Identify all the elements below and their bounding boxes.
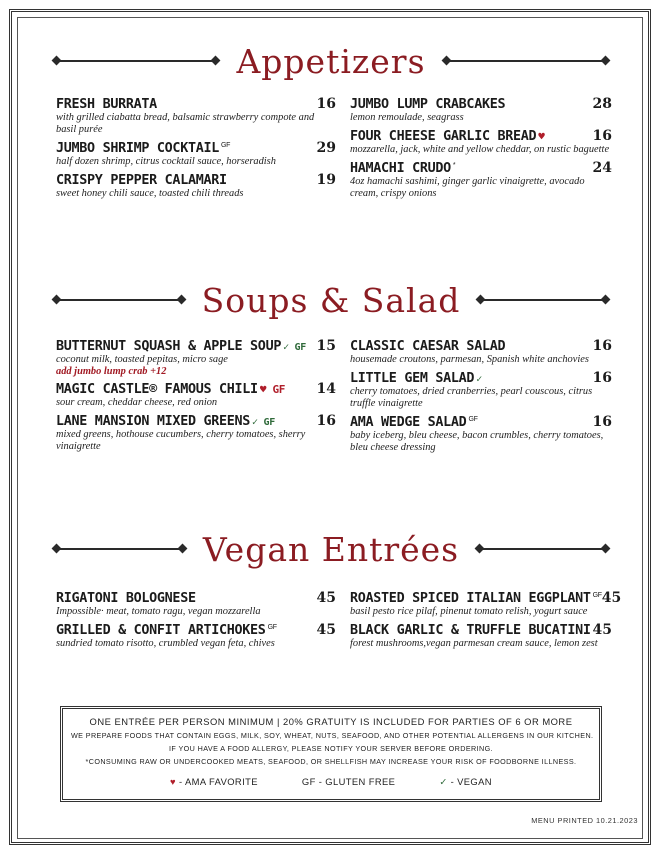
menu-column xyxy=(56,96,336,204)
menu-item-description: housemade croutons, parmesan, Spanish white anchovies xyxy=(350,354,589,365)
menu-item xyxy=(350,590,622,618)
ornament-rule-right xyxy=(446,60,606,62)
menu-item-price: 45 xyxy=(316,590,336,606)
menu-item-line xyxy=(56,172,336,188)
menu-item-name xyxy=(56,623,277,638)
menu-item-name xyxy=(350,339,505,354)
section-title: Appetizers xyxy=(236,41,426,81)
vegan-check-icon: ✓ xyxy=(439,776,448,787)
menu-item-line xyxy=(350,128,612,144)
menu-item-name xyxy=(350,129,545,144)
menu-item-price: 15 xyxy=(316,338,336,354)
menu-item-name-text: FOUR CHEESE GARLIC BREAD xyxy=(350,129,537,144)
menu-column xyxy=(56,590,336,654)
menu-item-name xyxy=(350,371,482,386)
legend-item xyxy=(439,776,492,788)
menu-item-description: basil pesto rice pilaf, pinenut tomato relish, yogurt sauce xyxy=(350,606,588,617)
menu-item xyxy=(56,172,336,200)
ornament-rule-right xyxy=(480,299,606,301)
menu-item-line xyxy=(350,370,612,386)
menu-item-line xyxy=(56,413,336,429)
menu-item-name-text: HAMACHI CRUDO xyxy=(350,161,451,176)
section-title: Vegan Entrées xyxy=(202,529,460,569)
menu-item-line xyxy=(56,381,336,397)
menu-item xyxy=(56,413,336,453)
menu-column xyxy=(350,96,612,204)
legend-item xyxy=(170,776,258,788)
menu-item-price: 16 xyxy=(592,338,612,354)
menu-item-line xyxy=(56,590,336,606)
menu-item-name xyxy=(56,141,230,156)
menu-item-price: 16 xyxy=(316,96,336,112)
menu-item-name xyxy=(56,414,275,429)
ornament-rule-left xyxy=(56,548,183,550)
ornament-rule-right xyxy=(479,548,606,550)
raw-food-warning: *CONSUMING RAW OR UNDERCOOKED MEATS, SEAFOOD, OR SHELLFISH MAY INCREASE YOUR RISK OF FOODBORNE ILLNESS. xyxy=(85,757,577,766)
legend-item xyxy=(302,776,395,788)
dietary-marks: GF xyxy=(468,415,478,423)
legend-label: - AMA FAVORITE xyxy=(179,776,258,787)
heart-icon: ♥ xyxy=(538,130,545,143)
section-title: Soups & Salad xyxy=(201,280,461,320)
menu-item-description: mixed greens, hothouse cucumbers, cherry tomatoes, sherry vinaigrette xyxy=(56,429,306,452)
menu-item-name xyxy=(56,591,196,606)
menu-item-addon: add jumbo lump crab +12 xyxy=(56,366,167,377)
menu-item xyxy=(350,622,612,650)
menu-item-description: baby iceberg, bleu cheese, bacon crumbles, cherry tomatoes, bleu cheese dressing xyxy=(350,430,604,453)
menu-item-name xyxy=(56,339,306,354)
menu-item-price: 45 xyxy=(601,590,622,606)
menu-item-description: with grilled ciabatta bread, balsamic strawberry compote and basil purée xyxy=(56,112,315,135)
menu-item-name-text: BLACK GARLIC & TRUFFLE BUCATINI xyxy=(350,623,591,638)
menu-item-description: sweet honey chili sauce, toasted chili threads xyxy=(56,188,244,199)
menu-item-price: 45 xyxy=(592,622,612,638)
menu-item-description: sundried tomato risotto, crumbled vegan feta, chives xyxy=(56,638,275,649)
menu-item xyxy=(56,96,336,136)
menu-item-line xyxy=(350,96,612,112)
menu-item-price: 19 xyxy=(316,172,336,188)
menu-item-line xyxy=(350,338,612,354)
menu-item xyxy=(350,160,612,200)
menu-item-name-text: JUMBO SHRIMP COCKTAIL xyxy=(56,141,219,156)
menu-item-price: 45 xyxy=(316,622,336,638)
menu-item-line xyxy=(350,414,612,430)
menu-item-description: cherry tomatoes, dried cranberries, pearl couscous, citrus truffle vinaigrette xyxy=(350,386,593,409)
menu-item-price: 29 xyxy=(316,140,336,156)
menu-item-description: mozzarella, jack, white and yellow cheddar, on rustic baguette xyxy=(350,144,610,155)
menu-item-description: lemon remoulade, seagrass xyxy=(350,112,464,123)
menu-item-name-text: JUMBO LUMP CRABCAKES xyxy=(350,97,506,112)
menu-item-description: 4oz hamachi sashimi, ginger garlic vinaigrette, avocado cream, crispy onions xyxy=(350,176,585,199)
menu-item-price: 16 xyxy=(592,414,612,430)
menu-item-name xyxy=(56,97,157,112)
menu-item-line xyxy=(56,622,336,638)
menu-item-name-text: CRISPY PEPPER CALAMARI xyxy=(56,173,227,188)
minimum-gratuity-note: ONE ENTRÉE PER PERSON MINIMUM | 20% GRATUITY IS INCLUDED FOR PARTIES OF 6 OR MORE xyxy=(89,716,573,727)
menu-item-name-text: CLASSIC CAESAR SALAD xyxy=(350,339,506,354)
menu-column xyxy=(350,590,622,654)
menu-column xyxy=(350,338,612,458)
menu-column xyxy=(56,338,336,457)
menu-item-description: sour cream, cheddar cheese, red onion xyxy=(56,397,218,408)
menu-item xyxy=(56,140,336,168)
menu-item-name xyxy=(350,591,602,606)
ornament-rule-left xyxy=(56,299,182,301)
menu-item-line xyxy=(56,140,336,156)
menu-item-name xyxy=(56,173,227,188)
dietary-marks: GF xyxy=(592,591,602,599)
menu-item-name-text: ROASTED SPICED ITALIAN EGGPLANT xyxy=(350,591,591,606)
menu-item xyxy=(350,96,612,124)
menu-item xyxy=(56,381,336,409)
menu-item-name-text: BUTTERNUT SQUASH & APPLE SOUP xyxy=(56,339,282,354)
food-allergy-note: IF YOU HAVE A FOOD ALLERGY, PLEASE NOTIFY YOUR SERVER BEFORE ORDERING. xyxy=(169,744,493,753)
menu-item-line xyxy=(56,96,336,112)
menu-item-price: 24 xyxy=(592,160,612,176)
menu-item-name xyxy=(56,382,285,397)
notes-box xyxy=(60,706,602,802)
menu-item-name xyxy=(350,415,478,430)
heart-icon: ♥ GF xyxy=(259,383,286,396)
menu-item-description: coconut milk, toasted pepitas, micro sage xyxy=(56,354,228,365)
menu-item xyxy=(350,128,612,156)
menu-item-line xyxy=(350,160,612,176)
vegan-check-icon: ✓ GF xyxy=(283,342,306,353)
vegan-check-icon: ✓ GF xyxy=(252,417,275,428)
gluten-free-icon: GF xyxy=(301,776,316,787)
menu-item-description: forest mushrooms,vegan parmesan cream sauce, lemon zest xyxy=(350,638,598,649)
section-heading-vegan-entrees xyxy=(50,524,612,574)
menu-item-price: 16 xyxy=(592,128,612,144)
menu-item-description: Impossible· meat, tomato ragu, vegan mozzarella xyxy=(56,606,261,617)
menu-item-price: 16 xyxy=(316,413,336,429)
dietary-marks: GF xyxy=(267,623,277,631)
menu-item xyxy=(56,622,336,650)
menu-item xyxy=(56,590,336,618)
menu-item-name-text: LANE MANSION MIXED GREENS xyxy=(56,414,251,429)
menu-item-price: 28 xyxy=(592,96,612,112)
menu-item xyxy=(350,370,612,410)
dietary-marks: * xyxy=(452,161,456,169)
menu-printed-date: MENU PRINTED 10.21.2023 xyxy=(531,816,638,825)
menu-item-line xyxy=(56,338,336,354)
dietary-marks: GF xyxy=(221,141,231,149)
menu-item-name xyxy=(350,623,591,638)
menu-item xyxy=(350,414,612,454)
menu-item-name-text: MAGIC CASTLE® FAMOUS CHILI xyxy=(56,382,258,397)
menu-item-name-text: FRESH BURRATA xyxy=(56,97,157,112)
vegan-check-icon: ✓ xyxy=(476,374,482,385)
heart-icon: ♥ xyxy=(170,776,176,787)
section-heading-soups-salad xyxy=(50,275,612,325)
menu-item-name xyxy=(350,97,505,112)
allergen-note: WE PREPARE FOODS THAT CONTAIN EGGS, MILK, SOY, WHEAT, NUTS, SEAFOOD, AND OTHER POTENTIAL ALLERGENS IN OUR KITCHEN. xyxy=(71,731,594,740)
menu-item-name-text: RIGATONI BOLOGNESE xyxy=(56,591,196,606)
menu-item-name-text: GRILLED & CONFIT ARTICHOKES xyxy=(56,623,266,638)
menu-item-price: 14 xyxy=(316,381,336,397)
menu-item xyxy=(56,338,336,377)
menu-item-price: 16 xyxy=(592,370,612,386)
menu-item-name xyxy=(350,161,455,176)
ornament-rule-left xyxy=(56,60,216,62)
menu-item-name-text: AMA WEDGE SALAD xyxy=(350,415,467,430)
menu-item-line xyxy=(350,590,622,606)
legend-label: - GLUTEN FREE xyxy=(318,776,396,787)
legend xyxy=(71,776,591,788)
menu-item-description: half dozen shrimp, citrus cocktail sauce, horseradish xyxy=(56,156,276,167)
legend-label: - VEGAN xyxy=(450,776,492,787)
menu-item xyxy=(350,338,612,366)
section-heading-appetizers xyxy=(50,36,612,86)
menu-item-name-text: LITTLE GEM SALAD xyxy=(350,371,475,386)
menu-item-line xyxy=(350,622,612,638)
